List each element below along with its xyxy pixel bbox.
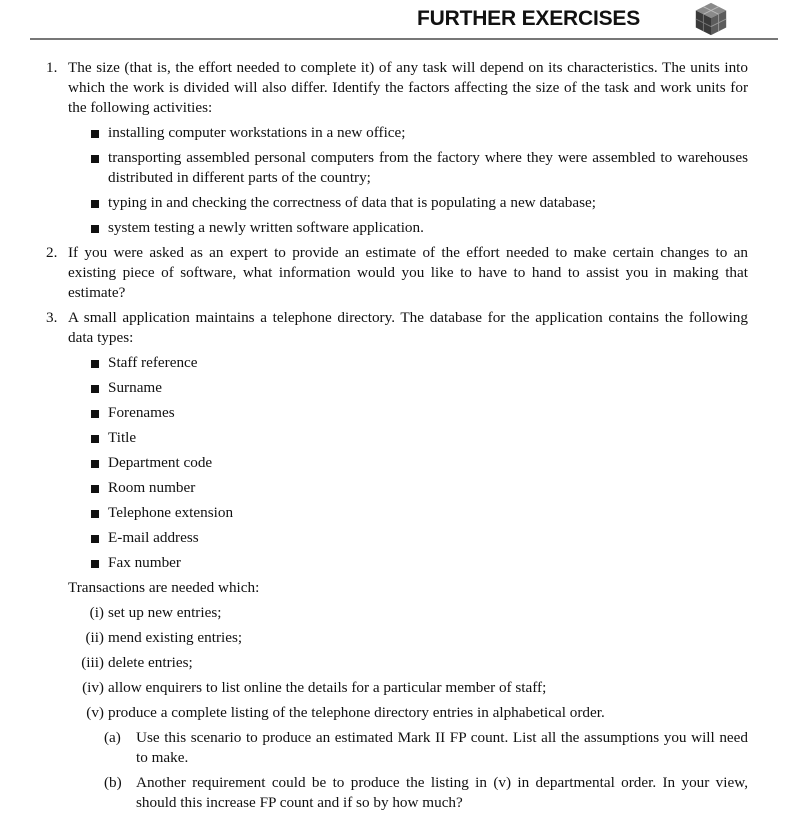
list-item: transporting assembled personal computers from the factory where they were assembled to warehouses distributed in different parts of the country; [68,148,748,188]
bullet-square-icon [91,200,99,208]
list-item: E-mail address [68,528,748,548]
cube-icon [692,0,730,38]
list-item: Title [68,428,748,448]
exercise-list [0,58,806,818]
list-item: (v) produce a complete listing of the telephone directory entries in alphabetical order. [68,703,748,723]
list-item: Department code [68,453,748,473]
list-item: (b) Another requirement could be to produce the listing in (v) in departmental order. In your view, should this increase FP count and if so by how much? [104,774,748,811]
bullet-square-icon [91,485,99,493]
item-number: (iii) [81,654,104,671]
bullet-square-icon [91,510,99,518]
sub-question-list [68,728,748,813]
data-type-list [68,353,748,573]
list-item: installing computer workstations in a new office; [68,123,748,143]
item-number: (iv) [82,679,104,696]
bullet-square-icon [91,535,99,543]
bullet-square-icon [91,385,99,393]
header-divider [30,38,778,40]
question-number: 1. [46,59,58,76]
transaction-list [68,603,748,723]
question-1 [0,58,748,238]
item-number: (v) [86,704,104,721]
bullet-square-icon [91,225,99,233]
list-item: Forenames [68,403,748,423]
item-number: (b) [104,774,122,791]
list-item: (a) Use this scenario to produce an estimated Mark II FP count. List all the assumptions you will need to make. [104,729,748,766]
list-item: Room number [68,478,748,498]
question-number: 3. [46,309,58,326]
item-number: (ii) [85,629,104,646]
bullet-square-icon [91,460,99,468]
list-item: (ii) mend existing entries; [68,628,748,648]
bullet-square-icon [91,130,99,138]
question-3 [0,308,748,813]
list-item: Fax number [68,553,748,573]
item-number: (i) [89,604,104,621]
question-text: If you were asked as an expert to provide an estimate of the effort needed to make certain changes to an existing piece of software, what information would you like to have to hand to assist you in making that estimate? [68,244,748,301]
question-number: 2. [46,244,58,261]
list-item: Telephone extension [68,503,748,523]
transactions-intro: Transactions are needed which: [68,579,260,596]
page-header [30,0,778,40]
question-text: The size (that is, the effort needed to complete it) of any task will depend on its characteristics. The units into which the work is divided will also differ. Identify the factors affecting the size of the task and work units for the following activities: [68,59,748,116]
bullet-square-icon [91,560,99,568]
question-2 [0,243,748,303]
bullet-square-icon [91,155,99,163]
item-number: (a) [104,729,121,746]
bullet-square-icon [91,360,99,368]
list-item: (i) set up new entries; [68,603,748,623]
bullet-square-icon [91,435,99,443]
list-item: Surname [68,378,748,398]
section-title: FURTHER EXERCISES [417,7,640,30]
bullet-square-icon [91,410,99,418]
list-item: typing in and checking the correctness of data that is populating a new database; [68,193,748,213]
list-item: (iii) delete entries; [68,653,748,673]
activity-list [68,123,748,238]
list-item: (iv) allow enquirers to list online the details for a particular member of staff; [68,678,748,698]
list-item: Staff reference [68,353,748,373]
list-item: system testing a newly written software application. [68,218,748,238]
question-text: A small application maintains a telephone directory. The database for the application contains the following data types: [68,309,748,346]
